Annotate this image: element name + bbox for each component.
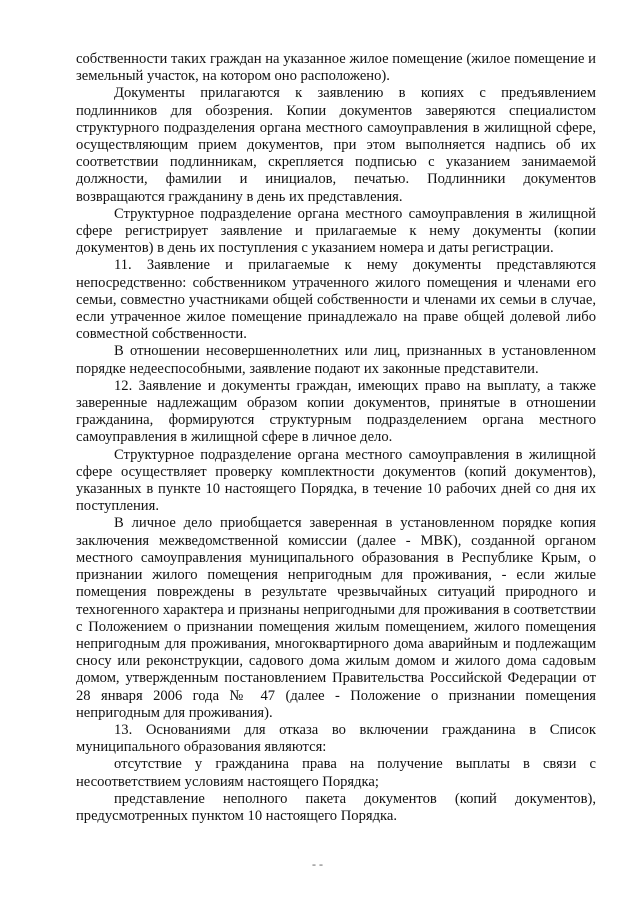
paragraph-registration: Структурное подразделение органа местного самоуправления в жилищной сфере регистрирует заявление и прилагаемые к нему документы (копии документов) в день их поступления с указанием номера и даты регистрации. xyxy=(76,205,596,257)
paragraph-completeness-check: Структурное подразделение органа местного самоуправления в жилищной сфере осуществляет проверку комплектности документов (копий документов), указанных в пункте 10 настоящего Порядка, в течение 10 рабочих дней со дня их поступления. xyxy=(76,446,596,515)
paragraph-refusal-reason-1: отсутствие у гражданина права на получение выплаты в связи с несоответствием условиям настоящего Порядка; xyxy=(76,756,596,790)
paragraph-legal-representatives: В отношении несовершеннолетних или лиц, признанных в установленном порядке недееспособными, заявление подают их законные представители. xyxy=(76,343,596,377)
document-body xyxy=(76,51,596,825)
page-mark: - - xyxy=(312,857,323,871)
paragraph-continuation: собственности таких граждан на указанное жилое помещение (жилое помещение и земельный участок, на котором оно расположено). xyxy=(76,51,596,85)
paragraph-item-13: 13. Основаниями для отказа во включении гражданина в Список муниципального образования являются: xyxy=(76,721,596,756)
paragraph-item-12: 12. Заявление и документы граждан, имеющих право на выплату, а также заверенные надлежащим образом копии документов, принятые в отношении гражданина, формируются структурным подразделением органа местного самоуправления в жилищной сфере в личное дело. xyxy=(76,377,596,446)
paragraph-documents-copies: Документы прилагаются к заявлению в копиях с предъявлением подлинников для обозрения. Копии документов заверяются специалистом структурного подразделения органа местного самоуправления в жилищной сфере, осуществляющим прием документов, при этом выполняется надпись об их соответствии подлинникам, скрепляется подписью с указанием занимаемой должности, фамилии и инициалов, печатью. Подлинники документов возвращаются гражданину в день их представления. xyxy=(76,85,596,205)
paragraph-mvk-conclusion: В личное дело приобщается заверенная в установленном порядке копия заключения межведомственной комиссии (далее - МВК), созданной органом местного самоуправления муниципального образования в Республике Крым, о признании жилого помещения непригодным для проживания, - если жилые помещения повреждены в результате чрезвычайных ситуаций природного и техногенного характера и признаны непригодными для проживания в соответствии с Положением о признании помещения жилым помещением, жилого помещения непригодным для проживания, многоквартирного дома аварийным и подлежащим сносу или реконструкции, садового дома жилым домом и жилого дома садовым домом, утвержденным постановлением Правительства Российской Федерации от 28 января 2006 года № 47 (далее - Положение о признании помещения непригодным для проживания). xyxy=(76,515,596,721)
paragraph-item-11: 11. Заявление и прилагаемые к нему документы представляются непосредственно: собственником утраченного жилого помещения и членами его семьи, совместно участниками общей собственности и членами их семьи в случае, если утраченное жилое помещение принадлежало на праве общей долевой либо совместной собственности. xyxy=(76,257,596,343)
paragraph-refusal-reason-2: представление неполного пакета документов (копий документов), предусмотренных пунктом 10 настоящего Порядка. xyxy=(76,790,596,824)
